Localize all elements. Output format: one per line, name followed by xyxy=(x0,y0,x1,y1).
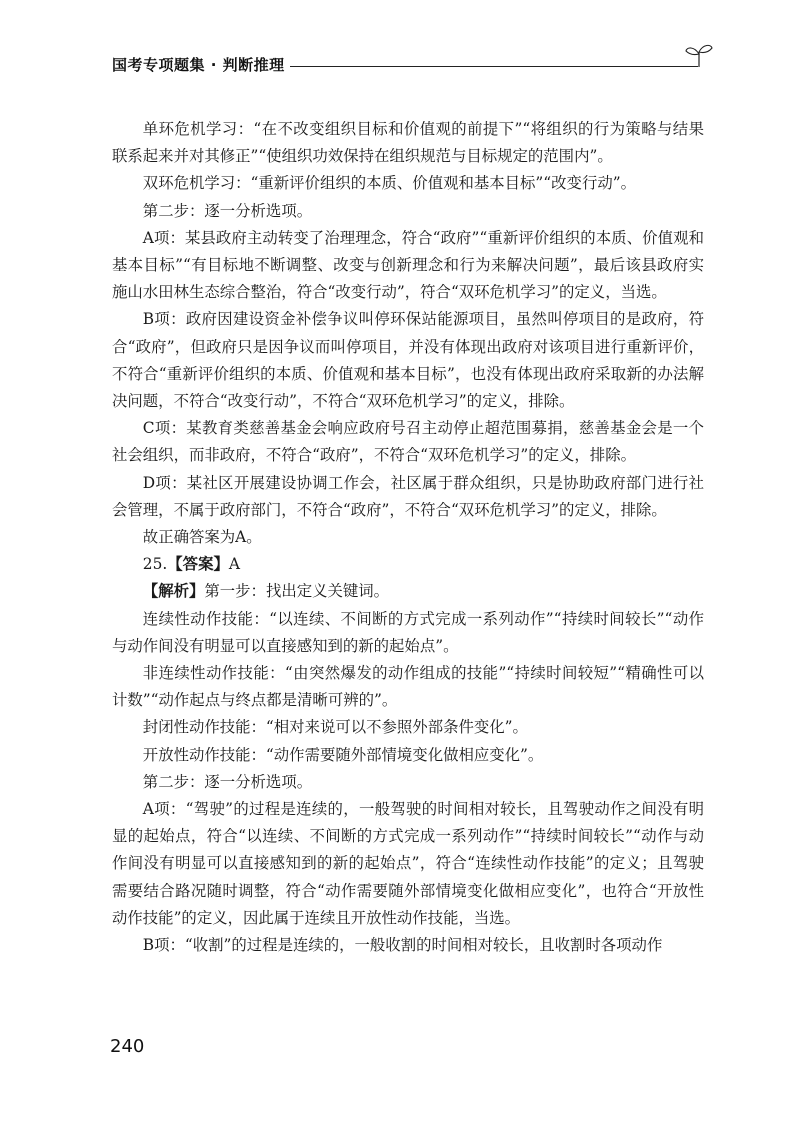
paragraph: B项：“收割”的过程是连续的，一般收割的时间相对较长，且收割时各项动作 xyxy=(142,936,663,955)
paragraph: A项：“驾驶”的过程是连续的，一般驾驶的时间相对较长，且驾驶动作之间没有明显的起始点，符合“以连续、不间断的方式完成一系列动作”“持续时间较长”“动作与动作间没有明显可以直接感知到的新的起始点”，符合“连续性动作技能”的定义；且驾驶需要结合路况随时调整，符合“动作需要随外部情境变化做相应变化”，也符合“开放性动作技能”的定义，因此属于连续且开放性动作技能，当选。 xyxy=(112,800,704,927)
paragraph: 非连续性动作技能：“由突然爆发的动作组成的技能”“持续时间较短”“精确性可以计数”“动作起点与终点都是清晰可辨的”。 xyxy=(112,664,704,710)
paragraph: D项：某社区开展建设协调工作会，社区属于群众组织，只是协助政府部门进行社会管理，不属于政府部门，不符合“政府”，不符合“双环危机学习”的定义，排除。 xyxy=(112,473,704,519)
paragraph: 第二步：逐一分析选项。 xyxy=(142,201,313,220)
paragraph: 第二步：逐一分析选项。 xyxy=(142,772,313,791)
header-rule xyxy=(290,66,698,67)
paragraph: 连续性动作技能：“以连续、不间断的方式完成一系列动作”“持续时间较长”“动作与动作间没有明显可以直接感知到的新的起始点”。 xyxy=(112,609,704,655)
paragraph: B项：政府因建设资金补偿争议叫停环保站能源项目，虽然叫停项目的是政府，符合“政府”，但政府只是因争议而叫停项目，并没有体现出政府对该项目进行重新评价，不符合“重新评价组织的本质、价值观和基本目标”，也没有体现出政府采取新的办法解决问题，不符合“改变行动”，不符合“双环危机学习”的定义，排除。 xyxy=(112,310,704,411)
paragraph: 双环危机学习：“重新评价组织的本质、价值观和基本目标”“改变行动”。 xyxy=(142,174,636,193)
analysis-text: 第一步：找出定义关键词。 xyxy=(204,582,390,601)
page-body xyxy=(112,116,704,959)
paragraph: 封闭性动作技能：“相对来说可以不参照外部条件变化”。 xyxy=(142,718,528,737)
paragraph: C项：某教育类慈善基金会响应政府号召主动停止超范围募捐，慈善基金会是一个社会组织，而非政府，不符合“政府”，不符合“双环危机学习”的定义，排除。 xyxy=(112,419,704,465)
header-title: 国考专项题集 · 判断推理 xyxy=(112,56,285,74)
sprout-icon xyxy=(684,42,714,68)
running-header xyxy=(112,52,712,82)
page-number: 240 xyxy=(110,1036,145,1057)
paragraph: A项：某县政府主动转变了治理理念，符合“政府”“重新评价组织的本质、价值观和基本目标”“有目标地不断调整、改变与创新理念和行为来解决问题”，最后该县政府实施山水田林生态综合整治，符合“改变行动”，符合“双环危机学习”的定义，当选。 xyxy=(112,228,704,302)
answer-value: A xyxy=(228,555,240,574)
paragraph: 开放性动作技能：“动作需要随外部情境变化做相应变化”。 xyxy=(142,745,544,764)
paragraph: 故正确答案为A。 xyxy=(142,528,262,547)
question-number: 25. xyxy=(142,555,168,574)
paragraph: 单环危机学习：“在不改变组织目标和价值观的前提下”“将组织的行为策略与结果联系起来并对其修正”“使组织功效保持在组织规范与目标规定的范围内”。 xyxy=(112,120,704,166)
analysis-line xyxy=(112,578,704,605)
answer-line xyxy=(112,551,704,578)
analysis-label: 【解析】 xyxy=(142,582,205,601)
answer-label: 【答案】 xyxy=(167,555,229,574)
